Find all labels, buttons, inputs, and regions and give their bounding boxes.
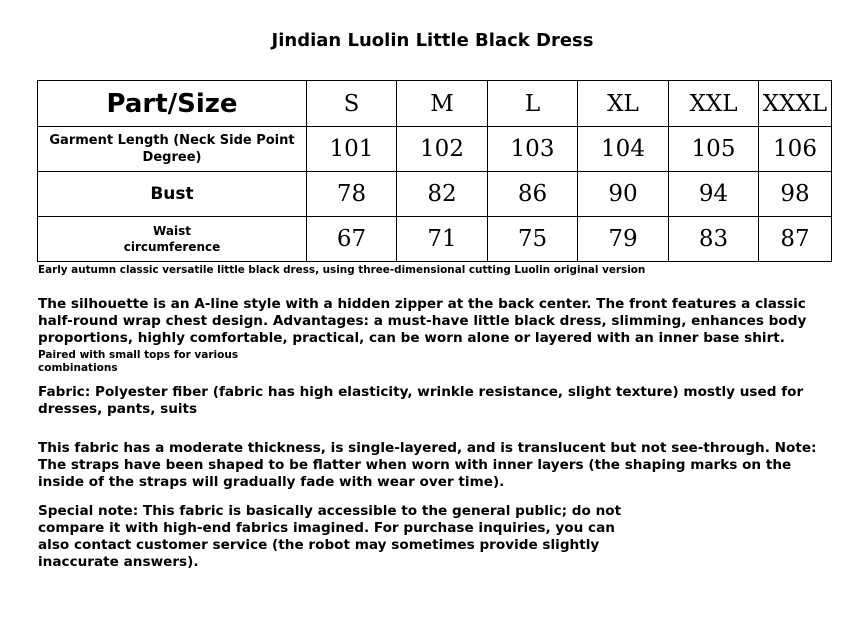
thickness-paragraph: This fabric has a moderate thickness, is single-layered, and is translucent but not see-through. Note: The straps have been shaped to be flatter when worn with inner layers (the shaping marks on the inside of the straps will gradually fade with wear over time). <box>38 440 817 490</box>
table-header-row <box>38 81 832 127</box>
fabric-paragraph: Fabric: Polyester fiber (fabric has high elasticity, wrinkle resistance, slight texture) mostly used for dresses, pants, suits <box>38 384 804 417</box>
table-caption: Early autumn classic versatile little black dress, using three-dimensional cutting Luolin original version <box>38 264 646 276</box>
table-cell: 102 <box>397 127 488 172</box>
page-title: Jindian Luolin Little Black Dress <box>271 30 594 51</box>
table-cell: 83 <box>669 217 759 262</box>
table-cell: 82 <box>397 172 488 217</box>
silhouette-paragraph: The silhouette is an A-line style with a hidden zipper at the back center. The front features a classic half-round wrap chest design. Advantages: a must-have little black dress, slimming, enhances body proportions, highly comfortable, practical, can be worn alone or layered with an inner base shirt. <box>38 296 807 346</box>
header-size-xxxl: XXXL <box>759 81 832 127</box>
table-row-waist <box>38 217 832 262</box>
table-cell: 105 <box>669 127 759 172</box>
table-row-garment-length <box>38 127 832 172</box>
table-cell: 71 <box>397 217 488 262</box>
paired-note-line2: combinations <box>38 362 118 374</box>
paired-note-line1: Paired with small tops for various <box>38 349 239 361</box>
header-part-size: Part/Size <box>38 81 307 127</box>
row-label-waist <box>38 217 307 262</box>
table-cell: 94 <box>669 172 759 217</box>
table-cell: 79 <box>578 217 669 262</box>
table-cell: 104 <box>578 127 669 172</box>
table-cell: 90 <box>578 172 669 217</box>
table-cell: 103 <box>488 127 578 172</box>
table-cell: 98 <box>759 172 832 217</box>
row-label-bust: Bust <box>38 172 307 217</box>
row-label-waist-line1: Waist <box>153 224 191 238</box>
header-size-s: S <box>307 81 397 127</box>
table-cell: 86 <box>488 172 578 217</box>
row-label-waist-line2: circumference <box>123 240 221 254</box>
header-size-xxl: XXL <box>669 81 759 127</box>
table-cell: 87 <box>759 217 832 262</box>
special-note-paragraph: Special note: This fabric is basically accessible to the general public; do not compare it with high-end fabrics imagined. For purchase inquiries, you can also contact customer service (the robot may sometimes provide slightly inaccurate answers). <box>38 503 622 570</box>
table-cell: 67 <box>307 217 397 262</box>
table-row-bust <box>38 172 832 217</box>
paired-note <box>38 349 298 375</box>
header-size-xl: XL <box>578 81 669 127</box>
header-size-m: M <box>397 81 488 127</box>
table-cell: 75 <box>488 217 578 262</box>
header-size-l: L <box>488 81 578 127</box>
table-cell: 101 <box>307 127 397 172</box>
table-cell: 106 <box>759 127 832 172</box>
row-label-garment-length: Garment Length (Neck Side Point Degree) <box>38 127 307 172</box>
size-chart-table <box>37 80 832 262</box>
table-cell: 78 <box>307 172 397 217</box>
